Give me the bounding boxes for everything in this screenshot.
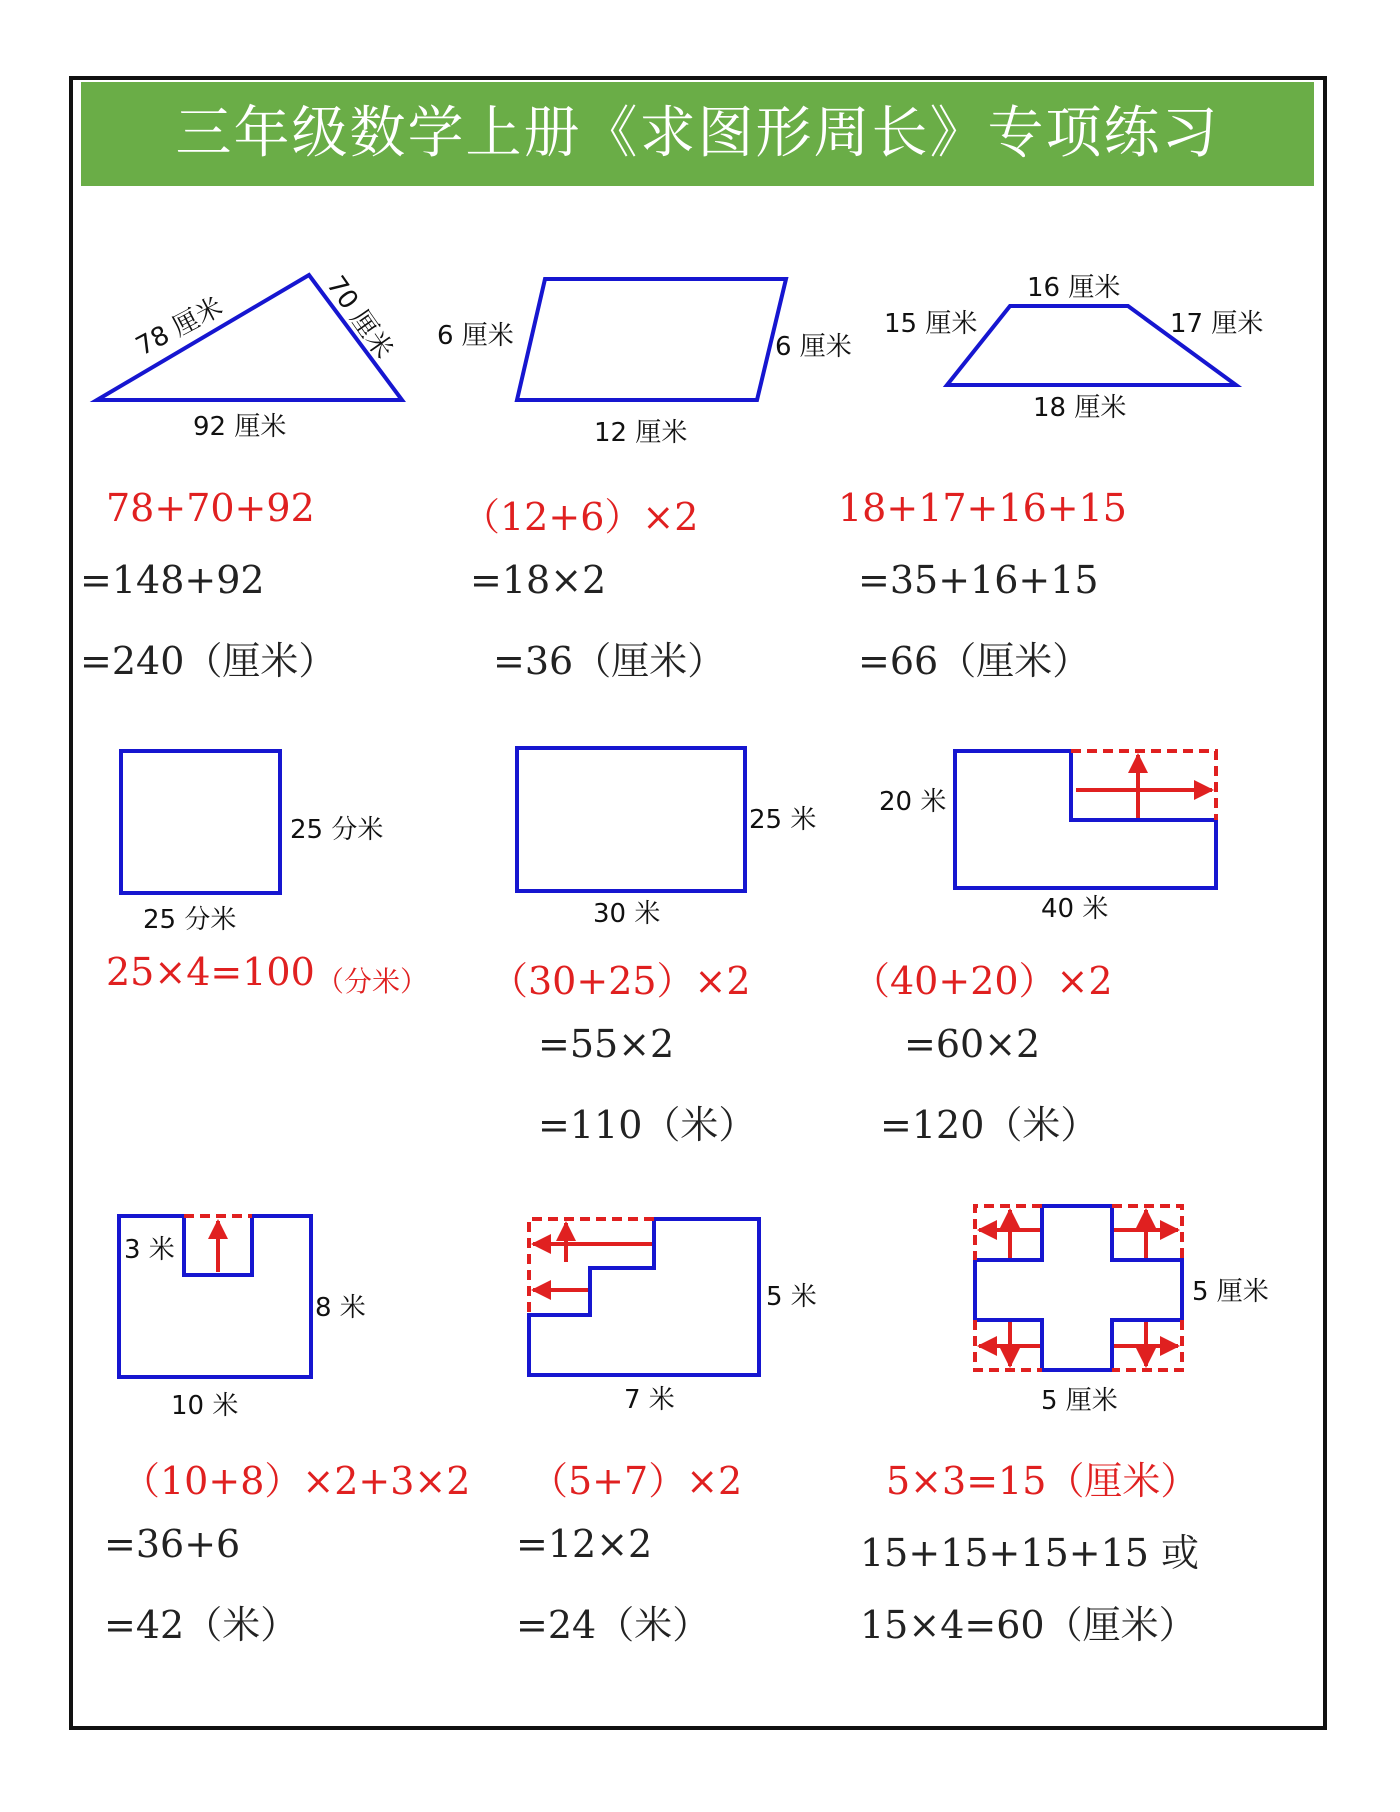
solution-8-line-2: =12×2	[516, 1522, 653, 1566]
rectangle-label-right: 25 米	[749, 805, 817, 835]
solution-6-line-1: （40+20）×2	[852, 959, 1113, 1003]
parallelogram-label-bottom: 12 厘米	[594, 418, 688, 448]
solution-4-line-1: 25×4=100	[106, 950, 315, 994]
solution-3-line-2: =35+16+15	[858, 558, 1099, 602]
solution-6-line-2: =60×2	[904, 1022, 1041, 1066]
notched-label-bottom: 40 米	[1041, 894, 1109, 924]
page-title: 三年级数学上册《求图形周长》专项练习	[81, 82, 1314, 186]
cross-label-bottom: 5 厘米	[1041, 1386, 1118, 1416]
notched-label-left: 20 米	[879, 787, 947, 817]
solution-9-line-1: 5×3=15（厘米）	[886, 1459, 1199, 1503]
solution-2-line-3: =36（厘米）	[493, 639, 726, 683]
solution-7-line-1: （10+8）×2+3×2	[122, 1459, 471, 1503]
u-shape-label-right: 8 米	[315, 1293, 366, 1323]
cross-label-right: 5 厘米	[1192, 1277, 1269, 1307]
solution-9-line-2: 15+15+15+15 或	[860, 1531, 1200, 1575]
triangle-label-right: 70 厘米	[320, 270, 399, 365]
rectangle-label-bottom: 30 米	[593, 899, 661, 929]
u-shape-label-left: 3 米	[124, 1235, 175, 1265]
parallelogram-label-right: 6 厘米	[775, 332, 852, 362]
trapezoid-label-left: 15 厘米	[884, 309, 978, 339]
solution-8-line-3: =24（米）	[516, 1603, 711, 1647]
notched-rectangle-shape	[955, 751, 1216, 888]
solution-4-unit: （分米）	[316, 965, 429, 998]
triangle-label-bottom: 92 厘米	[193, 412, 287, 442]
square-shape	[121, 751, 280, 893]
square-label-right: 25 分米	[290, 815, 384, 845]
solution-7-line-2: =36+6	[104, 1522, 241, 1566]
solution-6-line-3: =120（米）	[880, 1103, 1099, 1147]
trapezoid-label-top: 16 厘米	[1027, 273, 1121, 303]
u-shape-label-bottom: 10 米	[171, 1391, 239, 1421]
solution-5-line-1: （30+25）×2	[490, 959, 751, 1003]
stepped-label-bottom: 7 米	[624, 1385, 675, 1415]
solution-1-line-2: =148+92	[80, 558, 265, 602]
rectangle-shape	[517, 748, 745, 891]
solution-3-line-1: 18+17+16+15	[838, 486, 1127, 530]
solution-5-line-3: =110（米）	[538, 1103, 757, 1147]
solution-1-line-1: 78+70+92	[106, 486, 315, 530]
stepped-label-right: 5 米	[766, 1282, 817, 1312]
parallelogram-label-left: 6 厘米	[437, 321, 514, 351]
solution-8-line-1: （5+7）×2	[530, 1459, 743, 1503]
solution-2-line-1: （12+6）×2	[462, 495, 699, 539]
solution-3-line-3: =66（厘米）	[858, 639, 1091, 683]
solution-7-line-3: =42（米）	[104, 1603, 299, 1647]
solution-2-line-2: =18×2	[470, 558, 607, 602]
trapezoid-label-right: 17 厘米	[1170, 309, 1264, 339]
solution-9-line-3: 15×4=60（厘米）	[860, 1603, 1197, 1647]
notch-completion-dashed	[1071, 751, 1216, 820]
parallelogram-shape	[517, 279, 786, 400]
square-label-bottom: 25 分米	[143, 905, 237, 935]
trapezoid-label-bottom: 18 厘米	[1033, 393, 1127, 423]
solution-1-line-3: =240（厘米）	[80, 639, 337, 683]
triangle-label-left: 78 厘米	[131, 291, 228, 363]
solution-5-line-2: =55×2	[538, 1022, 675, 1066]
